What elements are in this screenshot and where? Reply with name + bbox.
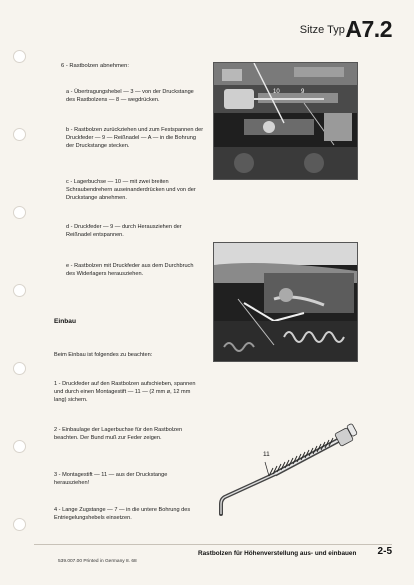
punch-hole: [13, 518, 26, 531]
step-d: d - Druckfeder — 9 — durch Herausziehen der Reißnadel entspannen.: [66, 224, 182, 239]
photo-1-label-10: 10: [273, 89, 280, 95]
footer-divider: [34, 544, 392, 545]
drawing-latch-bolt-spring: [213, 418, 363, 520]
footer-section-title: Rastbolzen für Höhenverstellung aus- und einbauen: [198, 550, 357, 557]
step-a: a - Übertragungshebel — 3 — von der Druckstange des Rastbolzens — 8 — wegdrücken.: [66, 89, 194, 104]
step-e: e - Rastbolzen mit Druckfeder aus dem Durchbruch des Widerlagers herausziehen.: [66, 263, 194, 278]
step-b: b - Rastbolzen zurückziehen und zum Festspannen der Druckfeder — 9 — Reißnadel — A — in die Bohrung der Druckstange stecken.: [66, 127, 204, 150]
punch-hole: [13, 440, 26, 453]
punch-hole: [13, 206, 26, 219]
photo-1-label-9: 9: [301, 89, 305, 95]
section-code: A7.2: [345, 16, 392, 42]
photo-2-illustration: [214, 243, 357, 361]
install-step-4: 4 - Lange Zugstange — 7 — in die untere Bohrung des Entriegelungshebels einsetzen.: [54, 507, 191, 522]
punch-hole: [13, 284, 26, 297]
punch-hole: [13, 128, 26, 141]
install-step-2: 2 - Einbaulage der Lagerbuchse für den Rastbolzen beachten. Der Bund muß zur Feder zeigen.: [54, 427, 183, 442]
print-info: 539.007.00 Printed in Germany 8. 68: [58, 559, 137, 564]
installation-intro: Beim Einbau ist folgendes zu beachten:: [54, 352, 153, 358]
photo-seat-mechanism-removal: [213, 62, 358, 180]
page-number: 2-5: [377, 546, 392, 557]
header-title: Sitze Typ 4: [299, 24, 354, 36]
photo-1-illustration: [214, 63, 357, 179]
install-step-3: 3 - Montagestift — 11 — aus der Druckstange herausziehen!: [54, 472, 168, 487]
punch-hole: [13, 362, 26, 375]
punch-hole: [13, 50, 26, 63]
install-step-1: 1 - Druckfeder auf den Rastbolzen aufschieben, spannen und durch einen Montagestift — 11 — (2 mm ø, 12 mm lang) sichern.: [54, 381, 196, 404]
photo-seat-mechanism-detail: [213, 242, 358, 362]
step-c: c - Lagerbuchse — 10 — mit zwei breiten Schraubendrehern auseinanderdrücken und von der Druckstange abnehmen.: [66, 179, 196, 202]
step-6-heading: 6 - Rastbolzen abnehmen:: [61, 63, 129, 69]
drawing-label-11: 11: [263, 451, 270, 458]
installation-title: Einbau: [54, 318, 76, 325]
